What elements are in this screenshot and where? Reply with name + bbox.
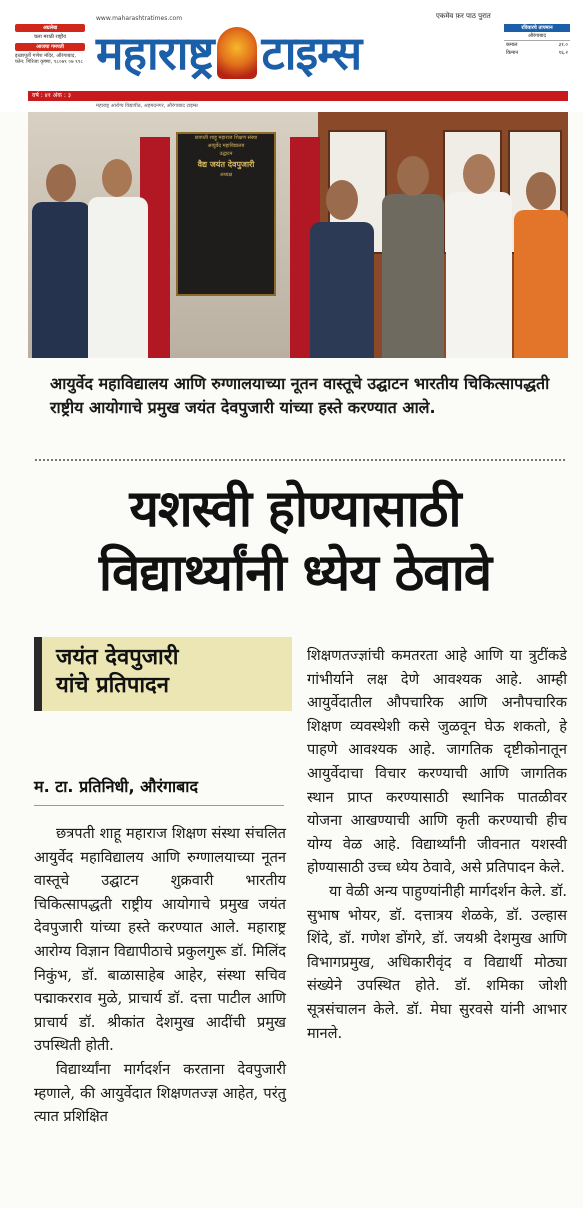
temp-label: कमाल xyxy=(506,42,518,48)
byline: म. टा. प्रतिनिधी, औरंगाबाद xyxy=(34,777,198,796)
temp-label: किमान xyxy=(506,50,519,56)
subhead-box xyxy=(34,637,292,711)
person-head xyxy=(526,172,556,210)
website-url: www.maharashtratimes.com xyxy=(96,15,183,22)
person-head xyxy=(397,156,429,196)
temperature-row xyxy=(504,41,570,49)
logo-word-left: महाराष्ट्र xyxy=(96,26,214,80)
subhead-text xyxy=(42,637,292,700)
person-head xyxy=(326,180,358,220)
byline-rule xyxy=(34,805,284,806)
article-paragraph: शिक्षणतज्ज्ञांची कमतरता आहे आणि या त्रुटींकडे गांभीर्याने लक्ष देणे आवश्यक आहे. आम्ही आयुर्वेदातील औपचारिक आणि अनौपचारिक शिक्षण व्यवस्थेशी कसे जुळवून घेऊ शकतो, हे पाहणे आवश्यक आहे. जागतिक दृष्टीकोनातून आयुर्वेदाचा विचार करण्याची आणि जागतिक स्थान प्राप्त करण्यासाठी स्थानिक पातळीवर योजना आखण्याची आणि कृती करण्याची हीच योग्य वेळ आहे. विद्यार्थ्यांनी जीवनात यशस्वी होण्यासाठी उच्च ध्येय ठेवावे, असे प्रतिपादन केले. xyxy=(307,647,567,877)
headline xyxy=(20,478,570,606)
inauguration-plaque xyxy=(176,132,276,296)
editorial-text: चला मराठी राष्ट्रीय xyxy=(33,34,67,40)
newspaper-logo xyxy=(96,23,496,83)
person xyxy=(514,210,568,358)
temp-value: १६.२ xyxy=(558,50,568,56)
event-photo xyxy=(28,112,568,358)
plaque-line: छत्रपती शाहू महाराज शिक्षण संस्था xyxy=(194,135,258,141)
plaque-line: अध्यक्ष xyxy=(219,172,233,178)
ganpati-tag: आजचा गमपती xyxy=(15,43,85,51)
issue-info: वर्ष : ४१ अंक : ३ xyxy=(32,92,71,99)
person xyxy=(382,194,444,358)
article-paragraph: विद्यार्थ्यांना मार्गदर्शन करताना देवपुजारी म्हणाले, की आयुर्वेदात शिक्षणतज्ज्ञ आहेत, परंतु त्यात प्रशिक्षित xyxy=(34,1060,286,1126)
temperature-title: रविवारचे तापमान xyxy=(504,24,570,32)
article-column-2 xyxy=(307,644,567,1045)
person-head xyxy=(102,159,132,197)
person-head xyxy=(463,154,495,194)
dotted-divider xyxy=(35,459,565,461)
headline-line-1: यशस्वी होण्यासाठी xyxy=(129,480,461,539)
subhead-line-1: जयंत देवपुजारी xyxy=(56,645,179,670)
person xyxy=(32,202,90,358)
article-paragraph: छत्रपती शाहू महाराज शिक्षण संस्था संचलित आयुर्वेद महाविद्यालय आणि रुग्णालयाच्या नूतन वास्तूचे उद्घाटन शुक्रवारी भारतीय चिकित्सापद्धती राष्ट्रीय आयोगाचे प्रमुख जयंत देवपुजारी यांच्या हस्ते करण्यात आले. महाराष्ट्र आरोग्य विज्ञान विद्यापीठाचे प्रकुलगुरू डॉ. मिलिंद निकुंभ, डॉ. बाळासाहेब आहेर, संस्था सचिव पद्माकरराव मुळे, प्राचार्य डॉ. दत्ता पाटील आणि प्राचार्य डॉ. श्रीकांत देशमुख आदींची प्रमुख उपस्थिती होती. xyxy=(34,825,286,1055)
person-head xyxy=(46,164,76,202)
person xyxy=(310,222,374,358)
temperature-row xyxy=(504,49,570,57)
article-column-1 xyxy=(34,822,286,1129)
photo-caption: आयुर्वेद महाविद्यालय आणि रुग्णालयाच्या नूतन वास्तूचे उद्घाटन भारतीय चिकित्सापद्धती राष्ट्रीय आयोगाचे प्रमुख जयंत देवपुजारी यांच्या हस्ते करण्यात आले. xyxy=(50,374,550,417)
temp-value: ३१.० xyxy=(558,42,568,48)
person xyxy=(446,192,512,358)
plaque-line: वैद्य जयंत देवपुजारी xyxy=(197,159,255,169)
temperature-box xyxy=(504,24,570,90)
logo-word-right: टाइम्स xyxy=(261,26,362,80)
person xyxy=(88,197,148,358)
editorial-tag: अग्रलेख xyxy=(15,24,85,32)
headline-line-2: विद्यार्थ्यांनी ध्येय ठेवावे xyxy=(98,544,492,603)
ganesh-icon xyxy=(217,27,257,79)
article-paragraph: या वेळी अन्य पाहुण्यांनीही मार्गदर्शन केले. डॉ. सुभाष भोयर, डॉ. दत्तात्रय शेळके, डॉ. उल्हास शिंदे, डॉ. गणेश डोंगरे, डॉ. जयश्री देशमुख आणि विभागप्रमुख, अधिकारीवृंद व विद्यार्थी मोठ्या संख्येने उपस्थित होते. डॉ. शमिका जोशी सूत्रसंचालन केले. डॉ. मेघा सुरवसे यांनी आभार मानले. xyxy=(307,882,567,1042)
masthead-strip: महाराष्ट्र आरोग्य विद्यापीठ, अहमदनगर, औरंगाबाद टाइम्स xyxy=(96,103,198,109)
plaque-line: आयुर्वेद महाविद्यालय xyxy=(207,143,245,149)
top-right-tagline: एकमेव फ़र पाठ पुरात xyxy=(436,12,491,20)
plaque-line: उद्घाटन xyxy=(219,151,233,157)
temperature-city: औरंगाबाद xyxy=(504,32,570,41)
issue-bar xyxy=(28,91,568,101)
ganpati-address: इच्छापूर्ती गणेश मंदिर, औरंगाबाद, फोन: गिरिजा कृष्णा, ९८०७९ ०७ ९९८ xyxy=(15,53,83,65)
subhead-line-2: यांचे प्रतिपादन xyxy=(56,673,169,698)
